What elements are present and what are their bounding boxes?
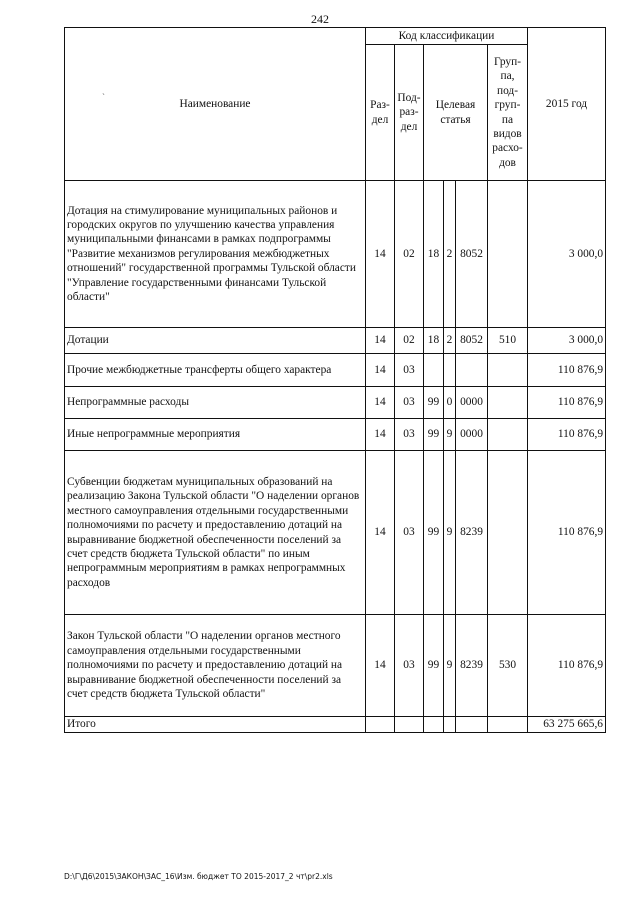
row-subsection: 03 (395, 615, 424, 717)
row-name: Дотации (65, 328, 366, 354)
row-amount: 3 000,0 (528, 328, 606, 354)
row-expense-type (488, 354, 528, 387)
row-amount: 3 000,0 (528, 181, 606, 328)
row-expense-type: 510 (488, 328, 528, 354)
row-subsection: 03 (395, 387, 424, 419)
total-row (65, 717, 606, 733)
row-section: 14 (366, 354, 395, 387)
row-section: 14 (366, 387, 395, 419)
row-name: Иные непрограммные мероприятия (65, 419, 366, 451)
row-expense-type (488, 419, 528, 451)
row-program: 99 (424, 419, 444, 451)
row-expense-type (488, 387, 528, 419)
table-row (65, 419, 606, 451)
row-expense-type (488, 181, 528, 328)
row-direction: 8239 (456, 451, 488, 615)
row-amount: 110 876,9 (528, 419, 606, 451)
row-section: 14 (366, 181, 395, 328)
row-subprogram: 9 (444, 419, 456, 451)
table-row (65, 354, 606, 387)
row-expense-type (488, 451, 528, 615)
row-name: Закон Тульской области "О наделении органов местного самоуправления отдельными государственными полномочиями по расчету и предоставлению дотаций на выравнивание бюджетной обеспеченности поселений за счет средств бюджета Тульской области" (65, 615, 366, 717)
total-amount: 63 275 665,6 (528, 717, 606, 733)
row-section: 14 (366, 615, 395, 717)
row-expense-type: 530 (488, 615, 528, 717)
row-direction: 8052 (456, 328, 488, 354)
scan-mark: ˎ (102, 85, 105, 95)
row-program (424, 354, 444, 387)
table-row (65, 181, 606, 328)
header-subsection: Под- раз- дел (395, 45, 424, 181)
row-subsection: 03 (395, 354, 424, 387)
row-direction: 8052 (456, 181, 488, 328)
row-amount: 110 876,9 (528, 615, 606, 717)
header-expense-group: Груп- па, под- груп- па видов расхо- дов (488, 45, 528, 181)
row-program: 18 (424, 328, 444, 354)
table-row (65, 387, 606, 419)
row-subsection: 02 (395, 181, 424, 328)
row-program: 99 (424, 387, 444, 419)
header-code-classification: Код классификации (366, 28, 528, 45)
row-direction: 0000 (456, 387, 488, 419)
page-number: 242 (311, 12, 329, 26)
row-program: 99 (424, 451, 444, 615)
row-section: 14 (366, 451, 395, 615)
row-subprogram: 2 (444, 181, 456, 328)
footer-file-path: D:\Г\Д6\2015\ЗАКОН\ЗАС_16\Изм. бюджет ТО 2015-2017_2 чт\pr2.xls (64, 872, 333, 881)
table-row (65, 451, 606, 615)
row-program: 99 (424, 615, 444, 717)
header-target-article: Целевая статья (424, 45, 488, 181)
table-row (65, 328, 606, 354)
budget-table (64, 27, 606, 733)
row-name: Прочие межбюджетные трансферты общего характера (65, 354, 366, 387)
header-section: Раз- дел (366, 45, 395, 181)
row-program: 18 (424, 181, 444, 328)
row-section: 14 (366, 419, 395, 451)
row-subprogram: 9 (444, 615, 456, 717)
table-row (65, 615, 606, 717)
row-subsection: 02 (395, 328, 424, 354)
header-name: Наименование (65, 28, 366, 181)
row-name: Непрограммные расходы (65, 387, 366, 419)
row-direction: 8239 (456, 615, 488, 717)
row-subprogram: 0 (444, 387, 456, 419)
row-amount: 110 876,9 (528, 354, 606, 387)
row-direction: 0000 (456, 419, 488, 451)
total-label: Итого (65, 717, 366, 733)
row-amount: 110 876,9 (528, 451, 606, 615)
row-amount: 110 876,9 (528, 387, 606, 419)
row-subsection: 03 (395, 419, 424, 451)
row-direction (456, 354, 488, 387)
row-subsection: 03 (395, 451, 424, 615)
row-subprogram (444, 354, 456, 387)
row-subprogram: 2 (444, 328, 456, 354)
row-name: Субвенции бюджетам муниципальных образований на реализацию Закона Тульской области "О наделении органов местного самоуправления отдельными государственными полномочиями по расчету и предоставлению дотаций на выравнивание бюджетной обеспеченности поселений за счет средств бюджета Тульской области" по иным непрограммным мероприятиям в рамках непрограммных расходов (65, 451, 366, 615)
header-year: 2015 год (528, 28, 606, 181)
row-name: Дотация на стимулирование муниципальных районов и городских округов по улучшению качества управления муниципальными финансами в рамках подпрограммы "Развитие механизмов регулирования межбюджетных отношений" государственной программы Тульской области "Управление государственными финансами Тульской области" (65, 181, 366, 328)
row-section: 14 (366, 328, 395, 354)
row-subprogram: 9 (444, 451, 456, 615)
